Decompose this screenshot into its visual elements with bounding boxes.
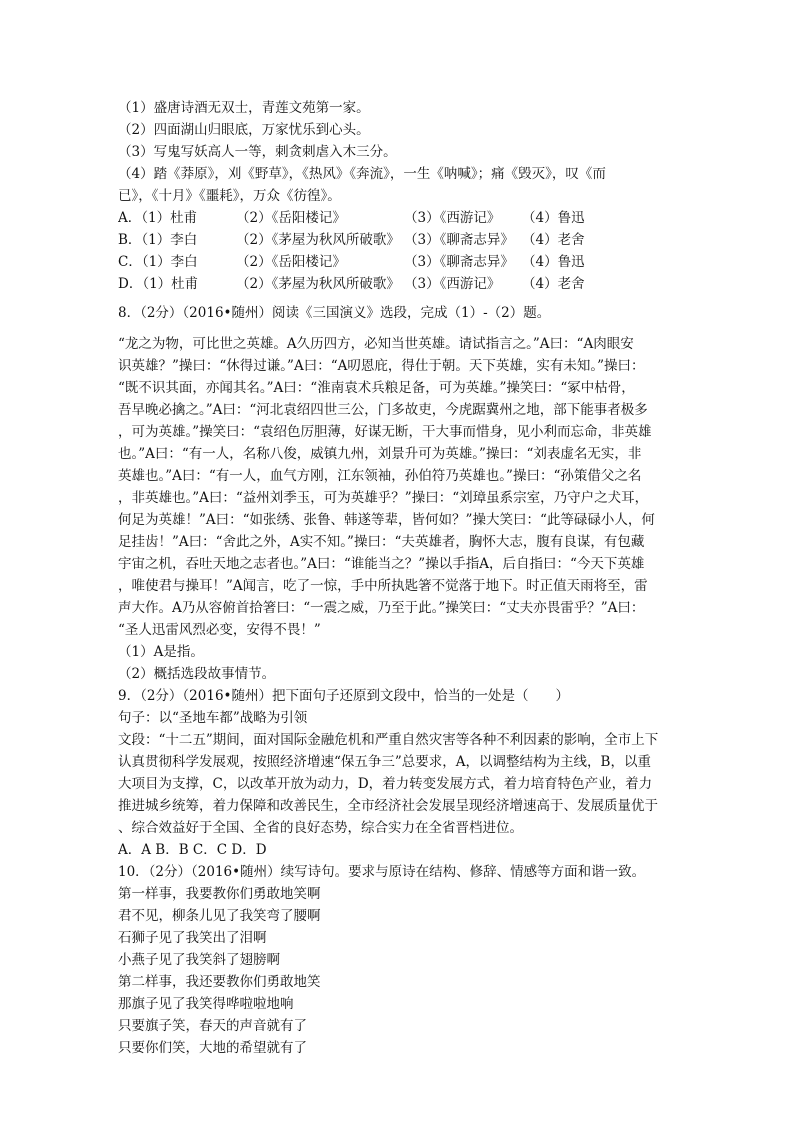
q7-option-d-part-3: （3）《西游记》 [404, 276, 501, 292]
q7-option-a-part-4: （4）鲁迅 [522, 210, 585, 226]
q7-option-c-part-3: （3）《聊斋志异》 [404, 254, 514, 270]
q9-passage-line: 大项目为支撑，C，以改革开放为动力，D，着力转变发展方式，着力培育特色产业，着力 [118, 776, 653, 792]
q8-passage-line: “龙之为物，可比世之英雄。A久历四方，必知当世英雄。请试指言之。”A曰：“A肉眼安 [118, 336, 634, 352]
q8-passage-line: 识英雄？”操曰：“休得过谦。”A曰：“A叨恩庇，得仕于朝。天下英雄，实有未知。”操曰： [118, 358, 645, 374]
q8-passage-line: “既不识其面，亦闻其名。”A曰：“淮南袁术兵粮足备，可为英雄。”操笑曰：“冢中枯骨， [118, 380, 635, 396]
q7-item-2: （2）四面湖山归眼底，万家忧乐到心头。 [118, 122, 370, 138]
q9-heading: 9．（2分）（2016•随州）把下面句子还原到文段中，恰当的一处是（ ） [118, 688, 569, 704]
q9-passage-line: 、综合效益好于全国、全省的良好态势，综合实力在全省晋档进位。 [118, 820, 523, 836]
q7-option-b-part-3: （3）《聊斋志异》 [404, 232, 514, 248]
q8-passage-line: 英雄也。”A曰：“有一人，血气方刚，江东领袖，孙伯符乃英雄也。”操曰：“孙策借父之名 [118, 468, 642, 484]
q10-poem-line: 石狮子见了我笑出了泪啊 [118, 930, 267, 946]
q7-option-c [118, 252, 688, 272]
q7-option-a-part-3: （3）《西游记》 [404, 210, 501, 226]
q7-option-b [118, 230, 688, 250]
q9-passage-line: 认真贯彻科学发展观，按照经济增速“保五争三”总要求，A，以调整结构为主线，B，以重 [118, 754, 651, 770]
q8-passage-line: ，可为英雄。”操笑曰：“袁绍色厉胆薄，好谋无断，干大事而惜身，见小利而忘命，非英雄 [118, 424, 652, 440]
q10-poem-line: 第一样事，我要教你们勇敢地笑啊 [118, 886, 321, 902]
q8-passage-line: 何足为英雄！”A曰：“如张绣、张鲁、韩遂等辈，皆何如？”操大笑曰：“此等碌碌小人，何 [118, 512, 655, 528]
q10-poem-line: 君不见，柳条儿见了我笑弯了腰啊 [118, 908, 321, 924]
q7-option-c-part-2: （2）《岳阳楼记》 [236, 254, 346, 270]
q8-subquestion-2: （2）概括选段故事情节。 [118, 666, 276, 682]
q8-passage-line: ，唯使君与操耳！”A闻言，吃了一惊，手中所执匙箸不觉落于地下。时正值天雨将至，雷 [118, 578, 648, 594]
q7-item-4-line-2: 已》，《十月》《噩耗》，万众《彷徨》。 [118, 188, 341, 204]
q9-passage-line: 推进城乡统筹，着力保障和改善民生，全市经济社会发展呈现经济增速高于、发展质量优于 [118, 798, 658, 814]
q7-option-c-part-4: （4）鲁迅 [522, 254, 585, 270]
q7-option-d-part-2: （2）《茅屋为秋风所破歌》 [236, 276, 400, 292]
q7-option-a-part-1: A．（1）杜甫 [118, 210, 198, 226]
q9-options: A．A B．B C．C D．D [118, 842, 267, 858]
q7-option-b-part-4: （4）老舍 [522, 232, 585, 248]
q8-passage-line: 声大作。A乃从容俯首拾箸曰：“一震之威，乃至于此。”操笑曰：“丈夫亦畏雷乎？”A曰： [118, 600, 645, 616]
q8-passage-line: 足挂齿！”A曰：“舍此之外，A实不知。”操曰：“夫英雄者，胸怀大志，腹有良谋，有包藏 [118, 534, 645, 550]
q7-item-4-line-1: （4）踏《莽原》，刈《野草》，《热风》《奔流》，一生《呐喊》；痛《毁灭》，叹《而 [118, 166, 606, 182]
q7-option-d-part-1: D．（1）杜甫 [118, 276, 199, 292]
q7-option-b-part-1: B．（1）李白 [118, 232, 198, 248]
q10-poem-line: 只要旗子笑，春天的声音就有了 [118, 1018, 307, 1034]
q8-passage-line: “圣人迅雷风烈必变，安得不畏！” [118, 622, 321, 638]
q8-passage-line: 也。”A曰：“有一人，名称八俊，威镇九州，刘景升可为英雄。”操曰：“刘表虚名无实，非 [118, 446, 642, 462]
q7-option-d [118, 274, 688, 294]
q8-subquestion-1: （1）A是指。 [118, 644, 204, 660]
q7-option-d-part-4: （4）老舍 [522, 276, 585, 292]
q8-passage-line: 宇宙之机，吞吐天地之志者也。”A曰：“谁能当之？”操以手指A，后自指曰：“今天下英雄 [118, 556, 645, 572]
q10-poem-line: 小燕子见了我笑斜了翅膀啊 [118, 952, 280, 968]
q8-passage-line: 吾早晚必擒之。”A曰：“河北袁绍四世三公，门多故吏，今虎踞冀州之地，部下能事者极多 [118, 402, 648, 418]
q9-sentence: 句子：以“圣地车都”战略为引领 [118, 710, 308, 726]
q7-option-b-part-2: （2）《茅屋为秋风所破歌》 [236, 232, 400, 248]
q8-passage-line: ，非英雄也。”A曰：“益州刘季玉，可为英雄乎？”操曰：“刘璋虽系宗室，乃守户之犬耳， [118, 490, 649, 506]
q8-heading: 8．（2分）（2016•随州）阅读《三国演义》选段，完成（1）-（2）题。 [118, 305, 551, 321]
q7-item-3: （3）写鬼写妖高人一等，刺贪刺虐入木三分。 [118, 144, 397, 160]
q7-option-a-part-2: （2）《岳阳楼记》 [236, 210, 346, 226]
q10-poem-line: 第二样事，我还要教你们勇敢地笑 [118, 974, 321, 990]
q10-poem-line: 那旗子见了我笑得哗啦啦地响 [118, 996, 294, 1012]
q10-heading: 10．（2分）（2016•随州）续写诗句。要求与原诗在结构、修辞、情感等方面和谐一致。 [118, 864, 646, 880]
q9-passage-line: 文段：“十二五”期间，面对国际金融危机和严重自然灾害等各种不利因素的影响，全市上下 [118, 732, 659, 748]
q7-option-a [118, 208, 688, 228]
q7-item-1: （1）盛唐诗酒无双士，青莲文苑第一家。 [118, 100, 370, 116]
q10-poem-line: 只要你们笑，大地的希望就有了 [118, 1040, 307, 1056]
q7-option-c-part-1: C．（1）李白 [118, 254, 198, 270]
